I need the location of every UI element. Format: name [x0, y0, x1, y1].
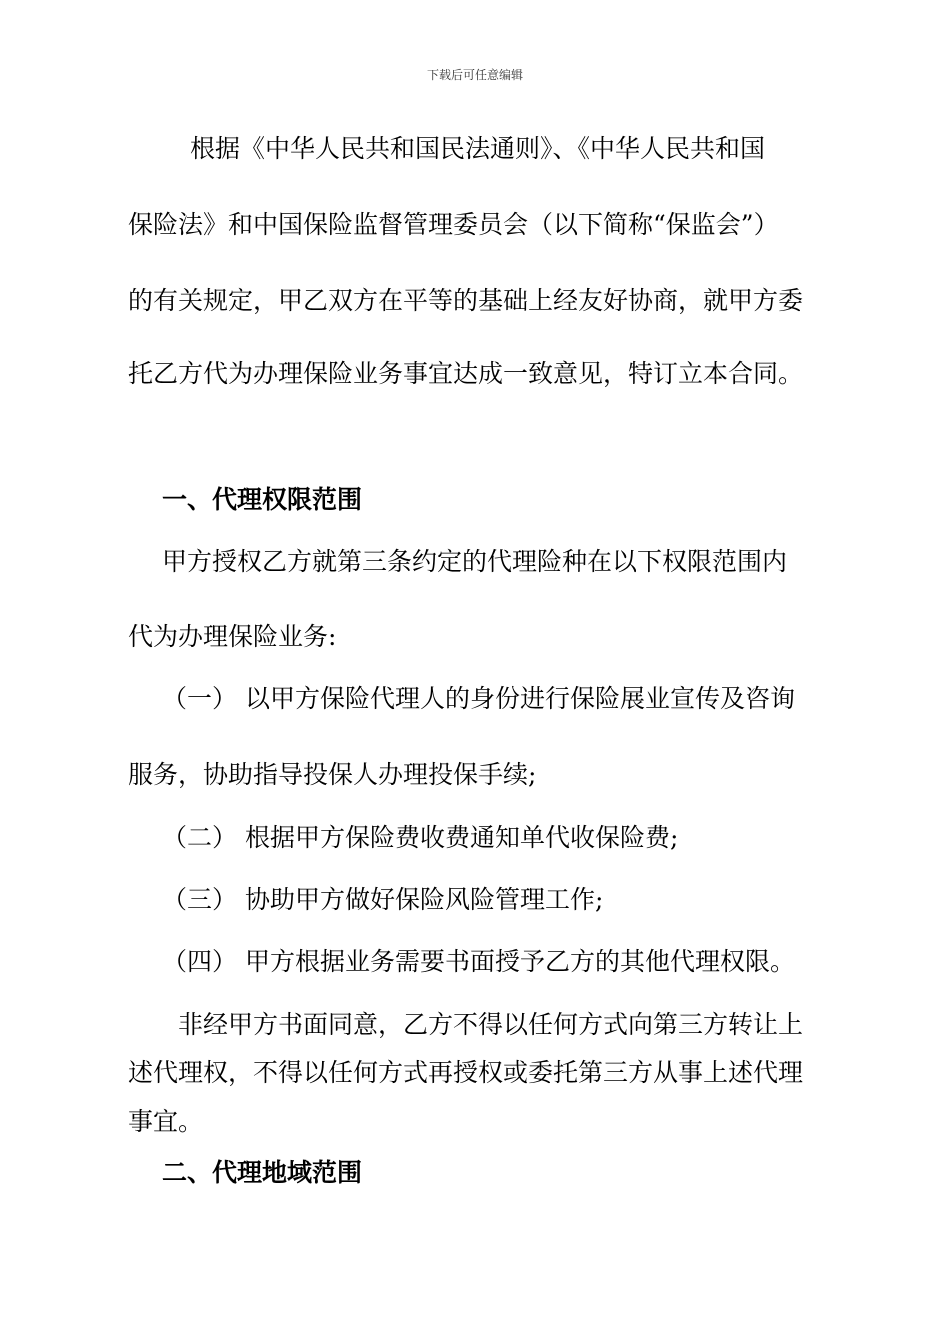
- section-1-line-2: 代为办理保险业务:: [128, 622, 337, 651]
- intro-line-4: 托乙方代为办理保险业务事宜达成一致意见，特订立本合同。: [128, 359, 804, 388]
- clause-1-line-2: 服务，协助指导投保人办理投保手续;: [128, 760, 537, 789]
- intro-line-1: 根据《中华人民共和国民法通则》、《中华人民共和国: [190, 134, 766, 163]
- section-2-title: 二、代理地域范围: [162, 1158, 363, 1187]
- clause-4: （四） 甲方根据业务需要书面授予乙方的其他代理权限。: [162, 947, 795, 976]
- section-1-line-1: 甲方授权乙方就第三条约定的代理险种在以下权限范围内: [162, 547, 788, 576]
- intro-line-3: 的有关规定，甲乙双方在平等的基础上经友好协商，就甲方委: [128, 286, 804, 315]
- restriction-line-2: 述代理权，不得以任何方式再授权或委托第三方从事上述代理: [128, 1058, 804, 1087]
- page-header: 下载后可任意编辑: [426, 68, 523, 82]
- clause-1-line-1: （一） 以甲方保险代理人的身份进行保险展业宣传及咨询: [162, 684, 795, 713]
- restriction-line-3: 事宜。: [128, 1107, 204, 1136]
- section-1-title: 一、代理权限范围: [162, 485, 363, 514]
- restriction-line-1: 非经甲方书面同意，乙方不得以任何方式向第三方转让上: [178, 1010, 804, 1039]
- clause-3: （三） 协助甲方做好保险风险管理工作;: [162, 885, 604, 914]
- intro-line-2: 保险法》和中国保险监督管理委员会（以下简称“保监会”）: [128, 210, 779, 239]
- clause-2: （二） 根据甲方保险费收费通知单代收保险费;: [162, 823, 679, 852]
